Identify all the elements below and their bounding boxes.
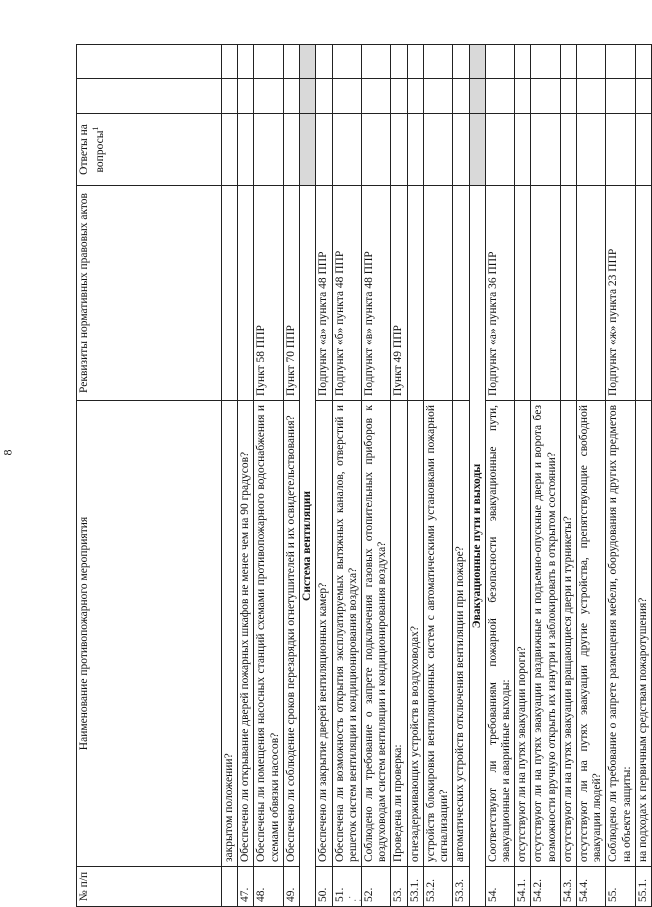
item-name: отсутствуют ли на путях эвакуации другие устройства, препятствующие свободной эвакуации людей?	[577, 401, 606, 867]
answer-cell[interactable]	[222, 114, 238, 186]
answer-cell[interactable]	[635, 114, 651, 186]
item-number: 55.1.	[635, 867, 651, 907]
answer-cell[interactable]	[283, 114, 299, 186]
extra-cell-2[interactable]	[361, 45, 390, 79]
answer-cell[interactable]	[254, 114, 283, 186]
table-row	[222, 45, 238, 907]
header-answers: Ответы на вопросы$^1$	[77, 114, 222, 186]
extra-cell-2[interactable]	[515, 45, 531, 79]
table-row	[606, 45, 635, 907]
item-number: 54.2.	[531, 867, 560, 907]
item-reference: Пункт 58 ППР	[254, 186, 283, 401]
extra-cell-1[interactable]	[606, 79, 635, 114]
extra-cell-1[interactable]	[423, 79, 452, 114]
item-name: Обеспечено ли соблюдение сроков перезарядки огнетушителей и их освидетельствования?	[283, 401, 299, 867]
section-shaded-cell	[300, 79, 316, 114]
extra-cell-1[interactable]	[316, 79, 332, 114]
item-reference: Подпункт «а» пункта 48 ППР	[316, 186, 332, 401]
table-row	[515, 45, 531, 907]
extra-cell-1[interactable]	[485, 79, 514, 114]
table-row	[577, 45, 606, 907]
extra-cell-2[interactable]	[238, 45, 254, 79]
extra-cell-1[interactable]	[635, 79, 651, 114]
item-number: 54.	[485, 867, 514, 907]
item-name: Соблюдено ли требование о запрете подключения газовых отопительных приборов к воздуховодам систем вентиляции и кондиционирования воздуха?	[361, 401, 390, 867]
section-row	[469, 45, 485, 907]
extra-cell-2[interactable]	[332, 45, 361, 79]
table-row	[423, 45, 452, 907]
header-blank-1	[77, 79, 222, 114]
answer-cell[interactable]	[423, 114, 452, 186]
answer-cell[interactable]	[515, 114, 531, 186]
item-number: 53.	[391, 867, 407, 907]
answer-cell[interactable]	[453, 114, 469, 186]
table-row	[391, 45, 407, 907]
item-name: автоматических устройств отключения вентиляции при пожаре?	[453, 401, 469, 867]
extra-cell-1[interactable]	[222, 79, 238, 114]
table-row	[635, 45, 651, 907]
item-number: 54.1.	[515, 867, 531, 907]
answer-cell[interactable]	[577, 114, 606, 186]
item-name: закрытом положении?	[222, 401, 238, 867]
section-title: Эвакуационные пути и выходы	[469, 186, 485, 907]
table-row	[254, 45, 283, 907]
answer-cell[interactable]	[531, 114, 560, 186]
extra-cell-1[interactable]	[332, 79, 361, 114]
item-reference	[635, 186, 651, 401]
section-shaded-cell	[469, 45, 485, 79]
item-number: 53.3.	[453, 867, 469, 907]
checklist-table-container	[76, 45, 649, 907]
item-reference: Пункт 70 ППР	[283, 186, 299, 401]
item-reference	[453, 186, 469, 401]
answer-cell[interactable]	[560, 114, 576, 186]
section-shaded-cell	[300, 114, 316, 186]
item-name: Обеспечено ли закрытие дверей вентиляционных камер?	[316, 401, 332, 867]
table-row	[283, 45, 299, 907]
item-number: 54.3.	[560, 867, 576, 907]
extra-cell-2[interactable]	[560, 45, 576, 79]
item-name: Обеспечены ли помещения насосных станций схемами противопожарного водоснабжения и схемами обвязки насосов?	[254, 401, 283, 867]
item-name: Соответствуют ли требованиям пожарной безопасности эвакуационные пути, эвакуационные и аварийные выходы:	[485, 401, 514, 867]
section-shaded-cell	[469, 79, 485, 114]
answer-cell[interactable]	[391, 114, 407, 186]
section-shaded-cell	[300, 45, 316, 79]
item-number: 49.	[283, 867, 299, 907]
answer-cell[interactable]	[238, 114, 254, 186]
header-blank-2	[77, 45, 222, 79]
header-ref: Реквизиты нормативных правовых актов	[77, 186, 222, 401]
item-number: 53.2.	[423, 867, 452, 907]
extra-cell-2[interactable]	[316, 45, 332, 79]
item-reference: Подпункт «б» пункта 48 ППР	[332, 186, 361, 401]
item-number: 52.	[361, 867, 390, 907]
checklist-table	[76, 44, 652, 907]
table-row	[238, 45, 254, 907]
item-number: 54.4.	[577, 867, 606, 907]
item-reference: Подпункт «ж» пункта 23 ППР	[606, 186, 635, 401]
extra-cell-1[interactable]	[283, 79, 299, 114]
table-row	[560, 45, 576, 907]
table-row	[316, 45, 332, 907]
extra-cell-1[interactable]	[407, 79, 423, 114]
extra-cell-1[interactable]	[238, 79, 254, 114]
extra-cell-2[interactable]	[606, 45, 635, 79]
section-shaded-cell	[469, 114, 485, 186]
extra-cell-1[interactable]	[515, 79, 531, 114]
extra-cell-1[interactable]	[560, 79, 576, 114]
item-name: Обеспечено ли открывание дверей пожарных шкафов не менее чем на 90 градусов?	[238, 401, 254, 867]
item-number: 50.	[316, 867, 332, 907]
extra-cell-2[interactable]	[531, 45, 560, 79]
section-title: Система вентиляции	[300, 186, 316, 907]
answer-cell[interactable]	[407, 114, 423, 186]
extra-cell-2[interactable]	[485, 45, 514, 79]
table-row	[407, 45, 423, 907]
table-row	[453, 45, 469, 907]
section-row	[300, 45, 316, 907]
header-num: № п/п	[77, 867, 222, 907]
table-row	[531, 45, 560, 907]
item-name: отсутствуют ли на путях эвакуации пороги?	[515, 401, 531, 867]
item-number: 51.	[332, 867, 361, 907]
answer-cell[interactable]	[316, 114, 332, 186]
answer-cell[interactable]	[606, 114, 635, 186]
item-number: 55.	[606, 867, 635, 907]
page-number: 8	[0, 449, 15, 456]
item-reference	[222, 186, 238, 401]
item-reference	[515, 186, 531, 401]
scan-mark: · . .	[348, 893, 362, 904]
item-number	[222, 867, 238, 907]
extra-cell-2[interactable]	[423, 45, 452, 79]
table-row	[485, 45, 514, 907]
item-reference	[531, 186, 560, 401]
extra-cell-2[interactable]	[407, 45, 423, 79]
extra-cell-2[interactable]	[391, 45, 407, 79]
item-reference	[407, 186, 423, 401]
item-name: Соблюдено ли требование о запрете размещения мебели, оборудования и других предметов на объекте защиты:	[606, 401, 635, 867]
extra-cell-2[interactable]	[222, 45, 238, 79]
item-name: на подходах к первичным средствам пожаротушения?	[635, 401, 651, 867]
header-name: Наименование противопожарного мероприятия	[77, 401, 222, 867]
item-reference: Подпункт «а» пункта 36 ППР	[485, 186, 514, 401]
item-name: Проведена ли проверка:	[391, 401, 407, 867]
extra-cell-1[interactable]	[577, 79, 606, 114]
item-number: 53.1.	[407, 867, 423, 907]
item-name: устройств блокировки вентиляционных систем с автоматическими установками пожарной сигнализации?	[423, 401, 452, 867]
item-reference: Подпункт «в» пункта 48 ППР	[361, 186, 390, 401]
item-reference	[577, 186, 606, 401]
answer-cell[interactable]	[485, 114, 514, 186]
extra-cell-2[interactable]	[453, 45, 469, 79]
table-row	[361, 45, 390, 907]
answer-cell[interactable]	[361, 114, 390, 186]
extra-cell-2[interactable]	[635, 45, 651, 79]
extra-cell-2[interactable]	[283, 45, 299, 79]
extra-cell-1[interactable]	[391, 79, 407, 114]
item-number: 47.	[238, 867, 254, 907]
extra-cell-1[interactable]	[361, 79, 390, 114]
table-header-row	[77, 45, 222, 907]
item-name: отсутствуют ли на путях эвакуации раздвижные и подъемно-опускные двери и ворота без возможности вручную открыть их изнутри и заблокировать в открытом состоянии?	[531, 401, 560, 867]
answer-cell[interactable]	[332, 114, 361, 186]
extra-cell-1[interactable]	[531, 79, 560, 114]
item-number: 48.	[254, 867, 283, 907]
table-row	[332, 45, 361, 907]
extra-cell-1[interactable]	[254, 79, 283, 114]
extra-cell-2[interactable]	[577, 45, 606, 79]
item-name: огнезадерживающих устройств в воздуховодах?	[407, 401, 423, 867]
item-name: Обеспечена ли возможность открытия эксплуатируемых вытяжных каналов, отверстий и решеток систем вентиляции и кондиционирования воздуха?	[332, 401, 361, 867]
item-reference	[560, 186, 576, 401]
extra-cell-2[interactable]	[254, 45, 283, 79]
item-reference	[238, 186, 254, 401]
item-reference	[423, 186, 452, 401]
extra-cell-1[interactable]	[453, 79, 469, 114]
item-reference: Пункт 49 ППР	[391, 186, 407, 401]
item-name: отсутствуют ли на путях эвакуации вращающиеся двери и турникеты?	[560, 401, 576, 867]
